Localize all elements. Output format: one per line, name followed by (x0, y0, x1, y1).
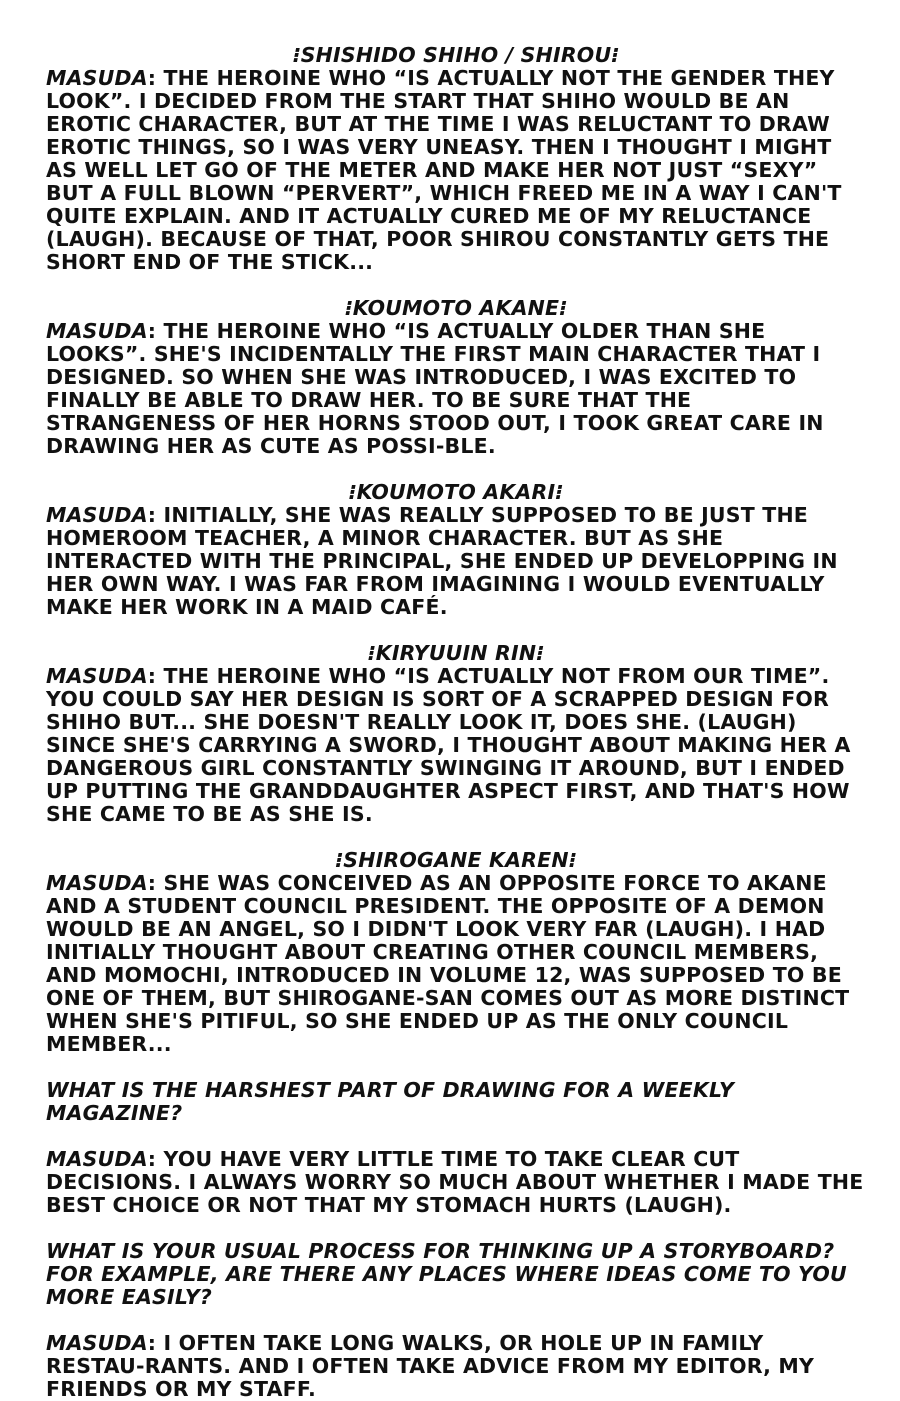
speaker-label: MASUDA (46, 1331, 148, 1355)
speaker-label: MASUDA (46, 503, 148, 527)
answer-text: : I OFTEN TAKE LONG WALKS, OR HOLE UP IN FAMILY RESTAU-RANTS. AND I OFTEN TAKE ADVICE FROM MY EDITOR, MY FRIENDS OR MY STAFF. (46, 1331, 815, 1401)
speaker-label: MASUDA (46, 664, 148, 688)
character-title: ⁝KIRYUUIN RIN⁝ (367, 641, 545, 665)
speaker-label: MASUDA (46, 871, 148, 895)
qa-block-storyboard (46, 1240, 866, 1401)
interview-answer (46, 1148, 866, 1217)
character-entry-rin (46, 642, 866, 826)
character-entry-karen (46, 849, 866, 1056)
comment-text: : THE HEROINE WHO “IS ACTUALLY NOT THE GENDER THEY LOOK”. I DECIDED FROM THE START THAT SHIHO WOULD BE AN EROTIC CHARACTER, BUT AT THE TIME I WAS RELUCTANT TO DRAW EROTIC THINGS, SO I WAS VERY UNEASY. THEN I THOUGHT I MIGHT AS WELL LET GO OF THE METER AND MAKE HER NOT JUST “SEXY” BUT A FULL BLOWN “PERVERT”, WHICH FREED ME IN A WAY I CAN'T QUITE EXPLAIN. AND IT ACTUALLY CURED ME OF MY RELUCTANCE (LAUGH). BECAUSE OF THAT, POOR SHIROU CONSTANTLY GETS THE SHORT END OF THE STICK... (46, 66, 842, 274)
character-comment (46, 67, 866, 274)
speaker-label: MASUDA (46, 319, 148, 343)
character-title: ⁝KOUMOTO AKANE⁝ (344, 296, 568, 320)
character-comment (46, 504, 866, 619)
answer-text: : YOU HAVE VERY LITTLE TIME TO TAKE CLEAR CUT DECISIONS. I ALWAYS WORRY SO MUCH ABOUT WHETHER I MADE THE BEST CHOICE OR NOT THAT MY STOMACH HURTS (LAUGH). (46, 1147, 864, 1217)
interview-answer (46, 1332, 866, 1401)
character-title: ⁝KOUMOTO AKARI⁝ (348, 480, 564, 504)
interview-page (46, 44, 866, 1401)
speaker-label: MASUDA (46, 66, 148, 90)
comment-text: : THE HEROINE WHO “IS ACTUALLY NOT FROM OUR TIME”. YOU COULD SAY HER DESIGN IS SORT OF A SCRAPPED DESIGN FOR SHIHO BUT... SHE DOESN'T REALLY LOOK IT, DOES SHE. (LAUGH) SINCE SHE'S CARRYING A SWORD, I THOUGHT ABOUT MAKING HER A DANGEROUS GIRL CONSTANTLY SWINGING IT AROUND, BUT I ENDED UP PUTTING THE GRANDDAUGHTER ASPECT FIRST, AND THAT'S HOW SHE CAME TO BE AS SHE IS. (46, 664, 851, 826)
comment-text: : INITIALLY, SHE WAS REALLY SUPPOSED TO BE JUST THE HOMEROOM TEACHER, A MINOR CHARACTER. BUT AS SHE INTERACTED WITH THE PRINCIPAL, SHE ENDED UP DEVELOPPING IN HER OWN WAY. I WAS FAR FROM IMAGINING I WOULD EVENTUALLY MAKE HER WORK IN A MAID CAFÉ. (46, 503, 838, 619)
character-entry-akane (46, 297, 866, 458)
character-comment (46, 665, 866, 826)
character-entry-akari (46, 481, 866, 619)
qa-block-weekly (46, 1079, 866, 1217)
comment-text: : SHE WAS CONCEIVED AS AN OPPOSITE FORCE TO AKANE AND A STUDENT COUNCIL PRESIDENT. THE OPPOSITE OF A DEMON WOULD BE AN ANGEL, SO I DIDN'T LOOK VERY FAR (LAUGH). I HAD INITIALLY THOUGHT ABOUT CREATING OTHER COUNCIL MEMBERS, AND MOMOCHI, INTRODUCED IN VOLUME 12, WAS SUPPOSED TO BE ONE OF THEM, BUT SHIROGANE-SAN COMES OUT AS MORE DISTINCT WHEN SHE'S PITIFUL, SO SHE ENDED UP AS THE ONLY COUNCIL MEMBER... (46, 871, 850, 1056)
character-entry-shiho (46, 44, 866, 274)
interview-question: WHAT IS THE HARSHEST PART OF DRAWING FOR A WEEKLY MAGAZINE? (46, 1078, 735, 1125)
character-title: ⁝SHIROGANE KAREN⁝ (335, 848, 577, 872)
comment-text: : THE HEROINE WHO “IS ACTUALLY OLDER THAN SHE LOOKS”. SHE'S INCIDENTALLY THE FIRST MAIN CHARACTER THAT I DESIGNED. SO WHEN SHE WAS INTRODUCED, I WAS EXCITED TO FINALLY BE ABLE TO DRAW HER. TO BE SURE THAT THE STRANGENESS OF HER HORNS STOOD OUT, I TOOK GREAT CARE IN DRAWING HER AS CUTE AS POSSI-BLE. (46, 319, 824, 458)
character-comment (46, 872, 866, 1056)
speaker-label: MASUDA (46, 1147, 148, 1171)
interview-question: WHAT IS YOUR USUAL PROCESS FOR THINKING UP A STORYBOARD? FOR EXAMPLE, ARE THERE ANY PLACES WHERE IDEAS COME TO YOU MORE EASILY? (46, 1239, 847, 1309)
character-comment (46, 320, 866, 458)
character-title: ⁝SHISHIDO SHIHO / SHIROU⁝ (292, 43, 620, 67)
